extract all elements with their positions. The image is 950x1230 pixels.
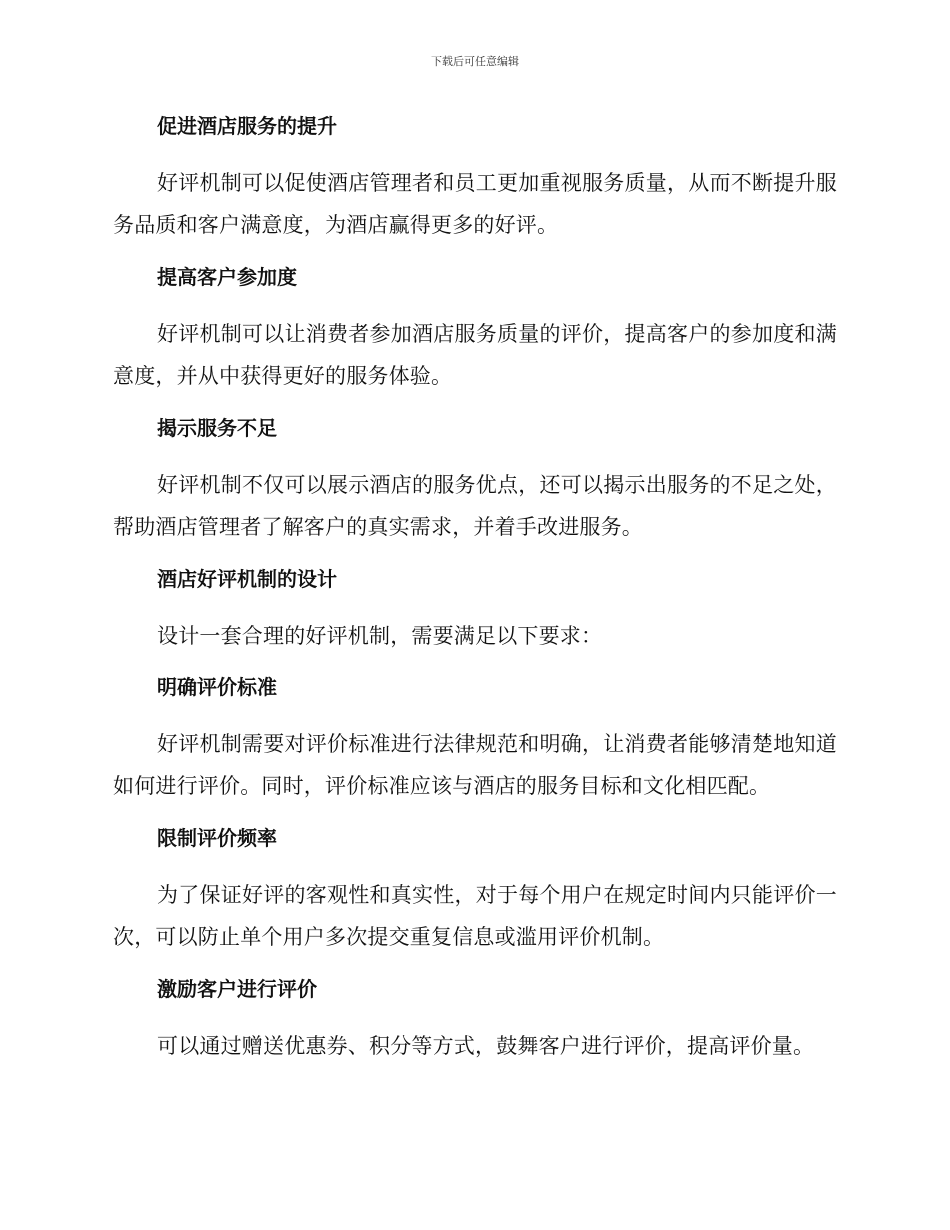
- section-paragraph: 设计一套合理的好评机制，需要满足以下要求：: [157, 624, 603, 648]
- section-paragraph: 可以通过赠送优惠券、积分等方式，鼓舞客户进行评价，提高评价量。: [157, 1034, 815, 1058]
- section-paragraph: 好评机制可以让消费者参加酒店服务质量的评价，提高客户的参加度和满意度，并从中获得更好的服务体验。: [113, 322, 837, 388]
- section-heading: 提高客户参加度: [157, 265, 297, 289]
- section-paragraph: 为了保证好评的客观性和真实性，对于每个用户在规定时间内只能评价一次，可以防止单个用户多次提交重复信息或滥用评价机制。: [113, 883, 837, 949]
- section-heading: 激励客户进行评价: [157, 977, 317, 1001]
- section-paragraph: 好评机制需要对评价标准进行法律规范和明确，让消费者能够清楚地知道如何进行评价。同时，评价标准应该与酒店的服务目标和文化相匹配。: [113, 732, 837, 798]
- section-paragraph: 好评机制可以促使酒店管理者和员工更加重视服务质量，从而不断提升服务品质和客户满意度，为酒店赢得更多的好评。: [113, 171, 837, 237]
- section-heading: 明确评价标准: [157, 675, 277, 699]
- section-heading: 揭示服务不足: [157, 416, 277, 440]
- section-paragraph: 好评机制不仅可以展示酒店的服务优点，还可以揭示出服务的不足之处，帮助酒店管理者了解客户的真实需求，并着手改进服务。: [113, 473, 837, 539]
- section-heading: 促进酒店服务的提升: [157, 114, 337, 138]
- section-heading: 限制评价频率: [157, 826, 277, 850]
- page-header: 下载后可任意编辑: [431, 55, 519, 68]
- document-body: [113, 110, 837, 1081]
- section-heading: 酒店好评机制的设计: [157, 567, 337, 591]
